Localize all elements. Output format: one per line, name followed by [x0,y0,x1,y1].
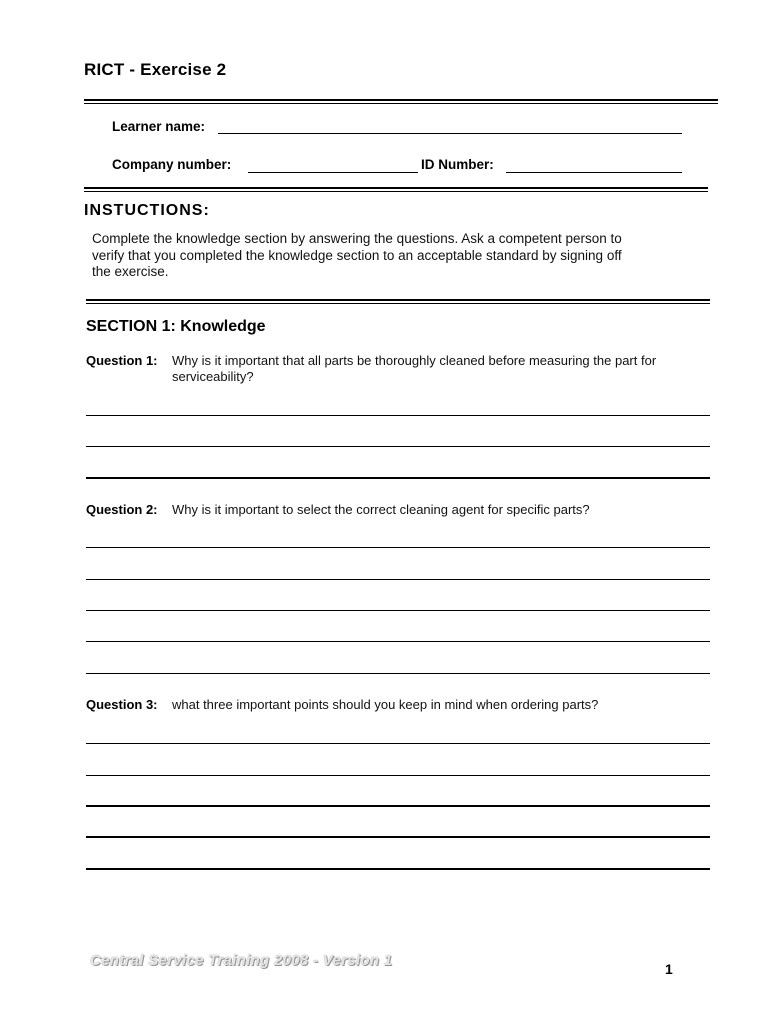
question-3-answer-line[interactable] [86,868,710,870]
question-2-answer-line[interactable] [86,641,710,642]
section-heading: SECTION 1: Knowledge [86,318,266,335]
question-2-label: Question 2: [86,502,158,517]
question-2-answer-line[interactable] [86,547,710,548]
fields-divider [84,187,708,192]
question-2-text: Why is it important to select the correct cleaning agent for specific parts? [172,502,590,517]
document-title: RICT - Exercise 2 [84,60,227,79]
instructions-divider [86,299,710,304]
id-number-field[interactable] [506,172,682,173]
question-2-answer-line[interactable] [86,610,710,611]
question-2-answer-line[interactable] [86,673,710,674]
learner-name-label: Learner name: [112,119,206,134]
footer-text: Central Service Training 2008 - Version 1 [90,952,393,969]
question-3-label: Question 3: [86,697,158,712]
question-1-answer-line[interactable] [86,415,710,416]
id-number-label: ID Number: [421,157,494,172]
question-3-answer-line[interactable] [86,743,710,744]
instructions-heading: INSTUCTIONS: [84,202,210,219]
question-3-answer-line[interactable] [86,836,710,838]
question-1-label: Question 1: [86,353,158,368]
company-number-field[interactable] [248,172,418,173]
company-number-label: Company number: [112,157,232,172]
header-divider [84,99,718,104]
question-1-answer-line[interactable] [86,477,710,479]
question-2-answer-line[interactable] [86,579,710,580]
question-3-answer-line[interactable] [86,805,710,807]
page-number: 1 [665,961,673,977]
question-3-text: what three important points should you keep in mind when ordering parts? [172,697,599,712]
question-1-answer-line[interactable] [86,446,710,447]
instructions-text: Complete the knowledge section by answering the questions. Ask a competent person to verify that you completed the knowledge section to an acceptable standard by signing off the exercise. [92,231,622,279]
question-1-text: Why is it important that all parts be thoroughly cleaned before measuring the part for serviceability? [172,353,657,384]
question-3-answer-line[interactable] [86,775,710,776]
learner-name-field[interactable] [218,133,682,134]
